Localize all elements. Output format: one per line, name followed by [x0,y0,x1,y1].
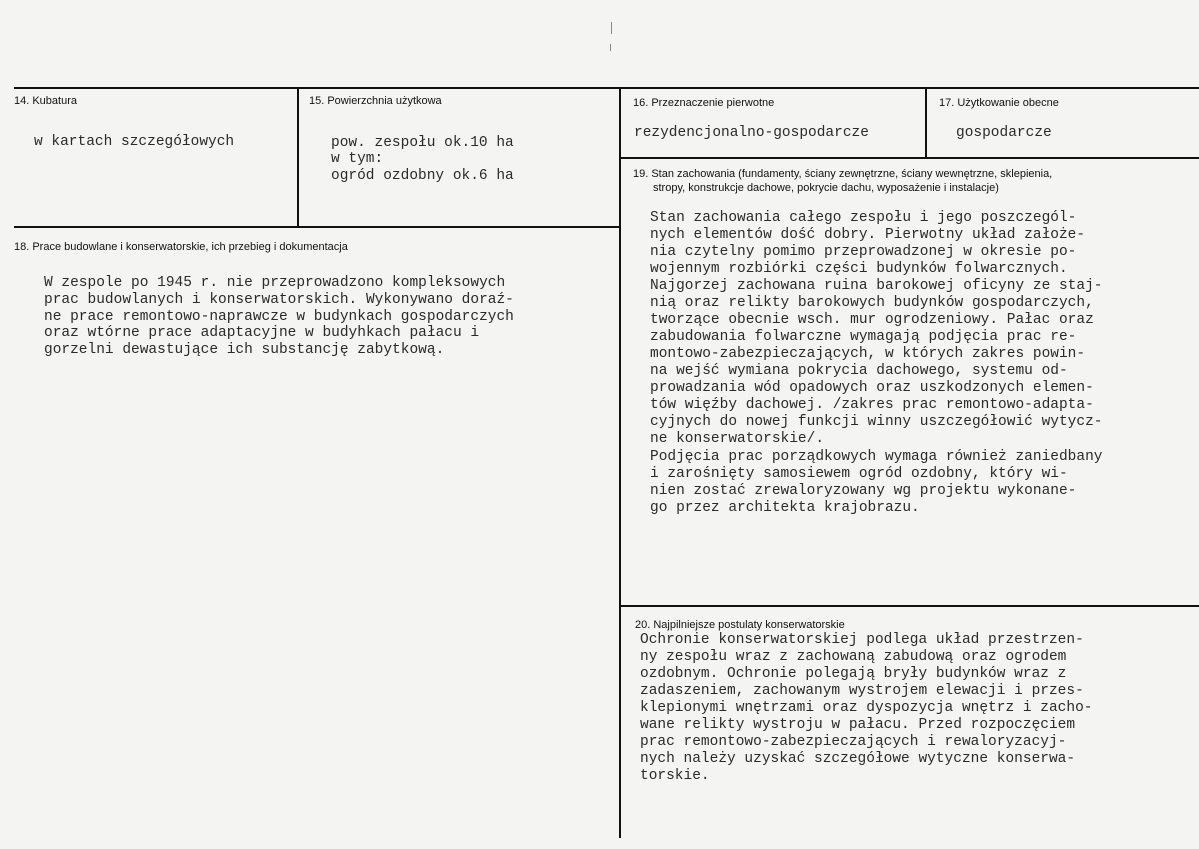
field-19-line: nych elementów dość dobry. Pierwotny układ założe- [650,227,1086,243]
field-18-line: gorzelni dewastujące ich substancję zabytkową. [44,342,445,358]
field-19-line: prowadzania wód opadowych oraz uszkodzonych elemen- [650,380,1094,396]
rule-right-low [620,605,1199,607]
field-19-label-line-1: 19. Stan zachowania (fundamenty, ściany zewnętrzne, ściany wewnętrzne, sklepienia, [633,168,1053,180]
field-19-line: Podjęcia prac porządkowych wymaga również zaniedbany [650,449,1103,465]
rule-right-mid [620,157,1199,159]
field-20-line: klepionymi wnętrzami oraz dyspozycja wnętrz i zacho- [640,700,1093,716]
field-20-line: ny zespołu wraz z zachowaną zabudową oraz ogrodem [640,649,1067,665]
field-19-line: go przez architekta krajobrazu. [650,500,920,516]
field-20-line: wane relikty wystroju w pałacu. Przed rozpoczęciem [640,717,1076,733]
margin-mark [610,44,611,51]
field-20-line: torskie. [640,768,710,784]
field-19-line: nien zostać zrewaloryzowany wg projektu wykonane- [650,483,1077,499]
field-15-label: 15. Powierzchnia użytkowa [309,95,442,107]
field-19-line: Stan zachowania całego zespołu i jego poszczegól- [650,210,1077,226]
field-19-line: i zarośnięty samosiewem ogród ozdobny, który wi- [650,466,1068,482]
field-20-line: prac remontowo-zabezpieczających i rewaloryzacyj- [640,734,1067,750]
field-14-label: 14. Kubatura [14,95,77,107]
field-18-line: W zespole po 1945 r. nie przeprowadzono kompleksowych [44,275,506,291]
field-20-label: 20. Najpilniejsze postulaty konserwatorskie [635,619,845,631]
field-19-line: zabudowania folwarczne wymagają podjęcia prac re- [650,329,1077,345]
field-19-line: tów więźby dachowej. /zakres prac remontowo-adapta- [650,397,1094,413]
field-18-line: prac budowlanych i konserwatorskich. Wykonywano doraź- [44,292,514,308]
field-19-label-line-2: stropy, konstrukcje dachowe, pokrycie dachu, wyposażenie i instalacje) [653,182,999,194]
field-19-line: nią oraz relikty barokowych budynków gospodarczych, [650,295,1094,311]
field-18-line: ne prace remontowo-naprawcze w budynkach gospodarczych [44,309,514,325]
field-19-line: montowo-zabezpieczających, w których zakres powin- [650,346,1086,362]
field-17-label: 17. Użytkowanie obecne [939,97,1059,109]
rule-v-center [619,88,621,838]
field-19-line: cyjnych do nowej funkcji winny uszczegółowić wytycz- [650,414,1103,430]
field-19-line: nia czytelny pomimo przeprowadzonej w okresie po- [650,244,1077,260]
field-20-line: ozdobnym. Ochronie polegają bryły budynków wraz z [640,666,1067,682]
field-15-line-1: pow. zespołu ok.10 ha [331,135,514,151]
field-16-label: 16. Przeznaczenie pierwotne [633,97,775,109]
rule-top [14,87,1199,89]
field-20-line: nych należy uzyskać szczegółowe wytyczne konserwa- [640,751,1076,767]
field-19-line: tworzące obecnie wsch. mur ogrodzeniowy. Pałac oraz [650,312,1094,328]
field-18-label: 18. Prace budowlane i konserwatorskie, ich przebieg i dokumentacja [14,241,348,253]
rule-v-15 [297,88,299,227]
rule-v-17 [925,88,927,158]
field-19-line: ne konserwatorskie/. [650,431,825,447]
field-17-value: gospodarcze [956,125,1052,141]
field-15-line-2: w tym: [331,151,384,167]
rule-row2 [14,226,621,228]
field-19-line: wojennym rozbiórki części budynków folwarcznych. [650,261,1068,277]
field-16-value: rezydencjonalno-gospodarcze [634,125,869,141]
field-20-line: zadaszeniem, zachowanym wystrojem elewacji i przes- [640,683,1084,699]
field-14-value: w kartach szczegółowych [34,134,235,150]
field-20-line: Ochronie konserwatorskiej podlega układ przestrzen- [640,632,1084,648]
field-19-line: Najgorzej zachowana ruina barokowej oficyny ze staj- [650,278,1103,294]
field-18-line: oraz wtórne prace adaptacyjne w budyhkach pałacu i [44,325,480,341]
field-15-line-3: ogród ozdobny ok.6 ha [331,168,514,184]
field-19-line: na wejść wymiana pokrycia dachowego, systemu od- [650,363,1068,379]
margin-mark [611,22,612,34]
